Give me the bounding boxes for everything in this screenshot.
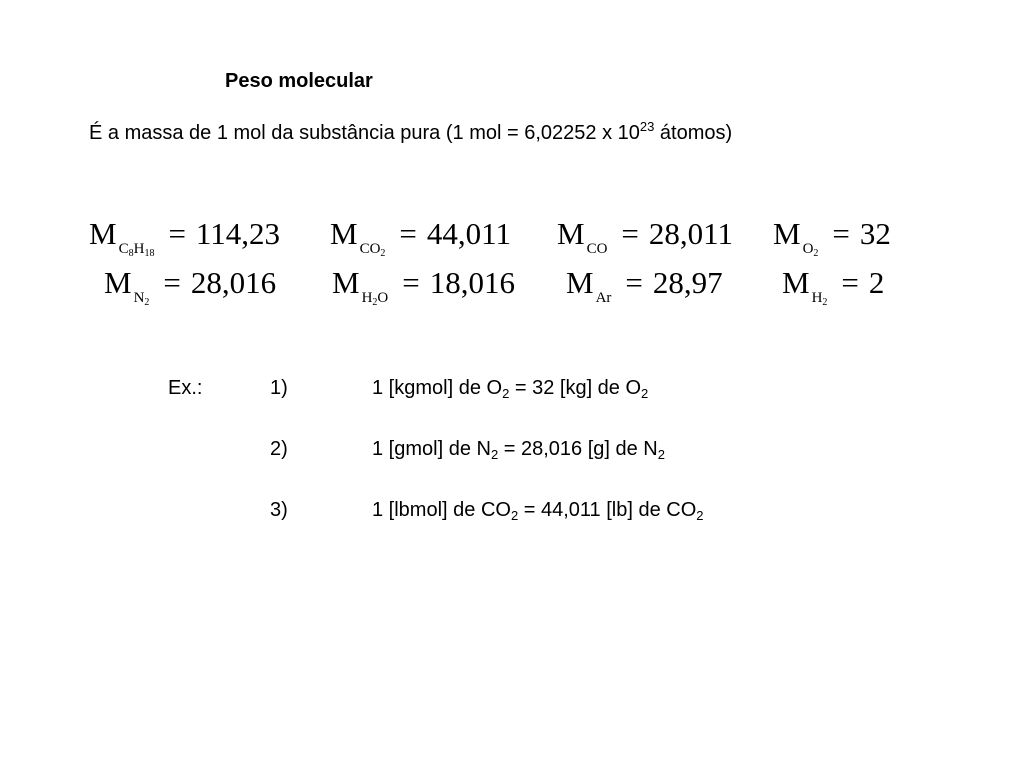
formula-co bbox=[557, 218, 733, 257]
formula-value: 28,016 bbox=[190, 265, 277, 300]
formula-value: 18,016 bbox=[429, 265, 515, 300]
definition-text bbox=[89, 119, 733, 145]
equals-sign: = bbox=[163, 265, 181, 300]
formula-n2 bbox=[104, 267, 276, 308]
definition-before: É a massa de 1 mol da substância pura (1 mol = 6,02252 x 10 bbox=[89, 122, 640, 144]
formula-value: 2 bbox=[868, 265, 885, 300]
formula-subscript: $O_2$ bbox=[802, 241, 819, 259]
formula-value: 44,011 bbox=[426, 216, 512, 251]
example-number: 1) bbox=[270, 377, 288, 399]
formula-value: 114,23 bbox=[195, 216, 281, 251]
formula-o2 bbox=[773, 218, 891, 259]
equals-sign: = bbox=[402, 265, 420, 300]
definition-exponent: 23 bbox=[639, 119, 655, 134]
example-text: 1 [lbmol] de $CO_2 = 44,011$ [lb] de $CO_2$ bbox=[372, 499, 704, 523]
formula-ar bbox=[566, 267, 723, 306]
example-text: 1 [kgmol] de $O_2 = 32$ [kg] de $O_2$ bbox=[372, 377, 649, 401]
formula-symbol: M bbox=[89, 216, 117, 251]
example-number: 3) bbox=[270, 499, 288, 521]
equals-sign: = bbox=[841, 265, 859, 300]
formula-subscript: Ar bbox=[595, 290, 612, 306]
equals-sign: = bbox=[399, 216, 417, 251]
example-number: 2) bbox=[270, 438, 288, 460]
formula-octane bbox=[89, 218, 280, 259]
formula-subscript: CO bbox=[586, 241, 608, 257]
formula-symbol: M bbox=[773, 216, 801, 251]
equals-sign: = bbox=[168, 216, 186, 251]
formula-value: 32 bbox=[859, 216, 891, 251]
formula-h2 bbox=[782, 267, 884, 308]
formula-subscript: $CO_2$ bbox=[359, 241, 386, 259]
formula-symbol: M bbox=[104, 265, 132, 300]
page-title: Peso molecular bbox=[225, 70, 373, 92]
formula-symbol: M bbox=[557, 216, 585, 251]
example-text: 1 [gmol] de $N_2 = 28,016$ [g] de $N_2$ bbox=[372, 438, 665, 462]
formula-h2o bbox=[332, 267, 515, 308]
formula-value: 28,97 bbox=[652, 265, 723, 300]
formula-subscript: $N_2$ bbox=[133, 290, 150, 308]
equals-sign: = bbox=[832, 216, 850, 251]
formula-co2 bbox=[330, 218, 511, 259]
formula-subscript: $H_2$ bbox=[811, 290, 828, 308]
formula-symbol: M bbox=[332, 265, 360, 300]
formula-subscript: $H_2O$ bbox=[361, 290, 389, 308]
formula-symbol: M bbox=[566, 265, 594, 300]
definition-after: átomos) bbox=[654, 122, 733, 144]
formula-value: 28,011 bbox=[648, 216, 734, 251]
examples-label: Ex.: bbox=[168, 377, 203, 399]
equals-sign: = bbox=[625, 265, 643, 300]
formula-subscript: $C_8H_{18}$ bbox=[118, 241, 155, 259]
formula-symbol: M bbox=[330, 216, 358, 251]
formula-symbol: M bbox=[782, 265, 810, 300]
equals-sign: = bbox=[621, 216, 639, 251]
